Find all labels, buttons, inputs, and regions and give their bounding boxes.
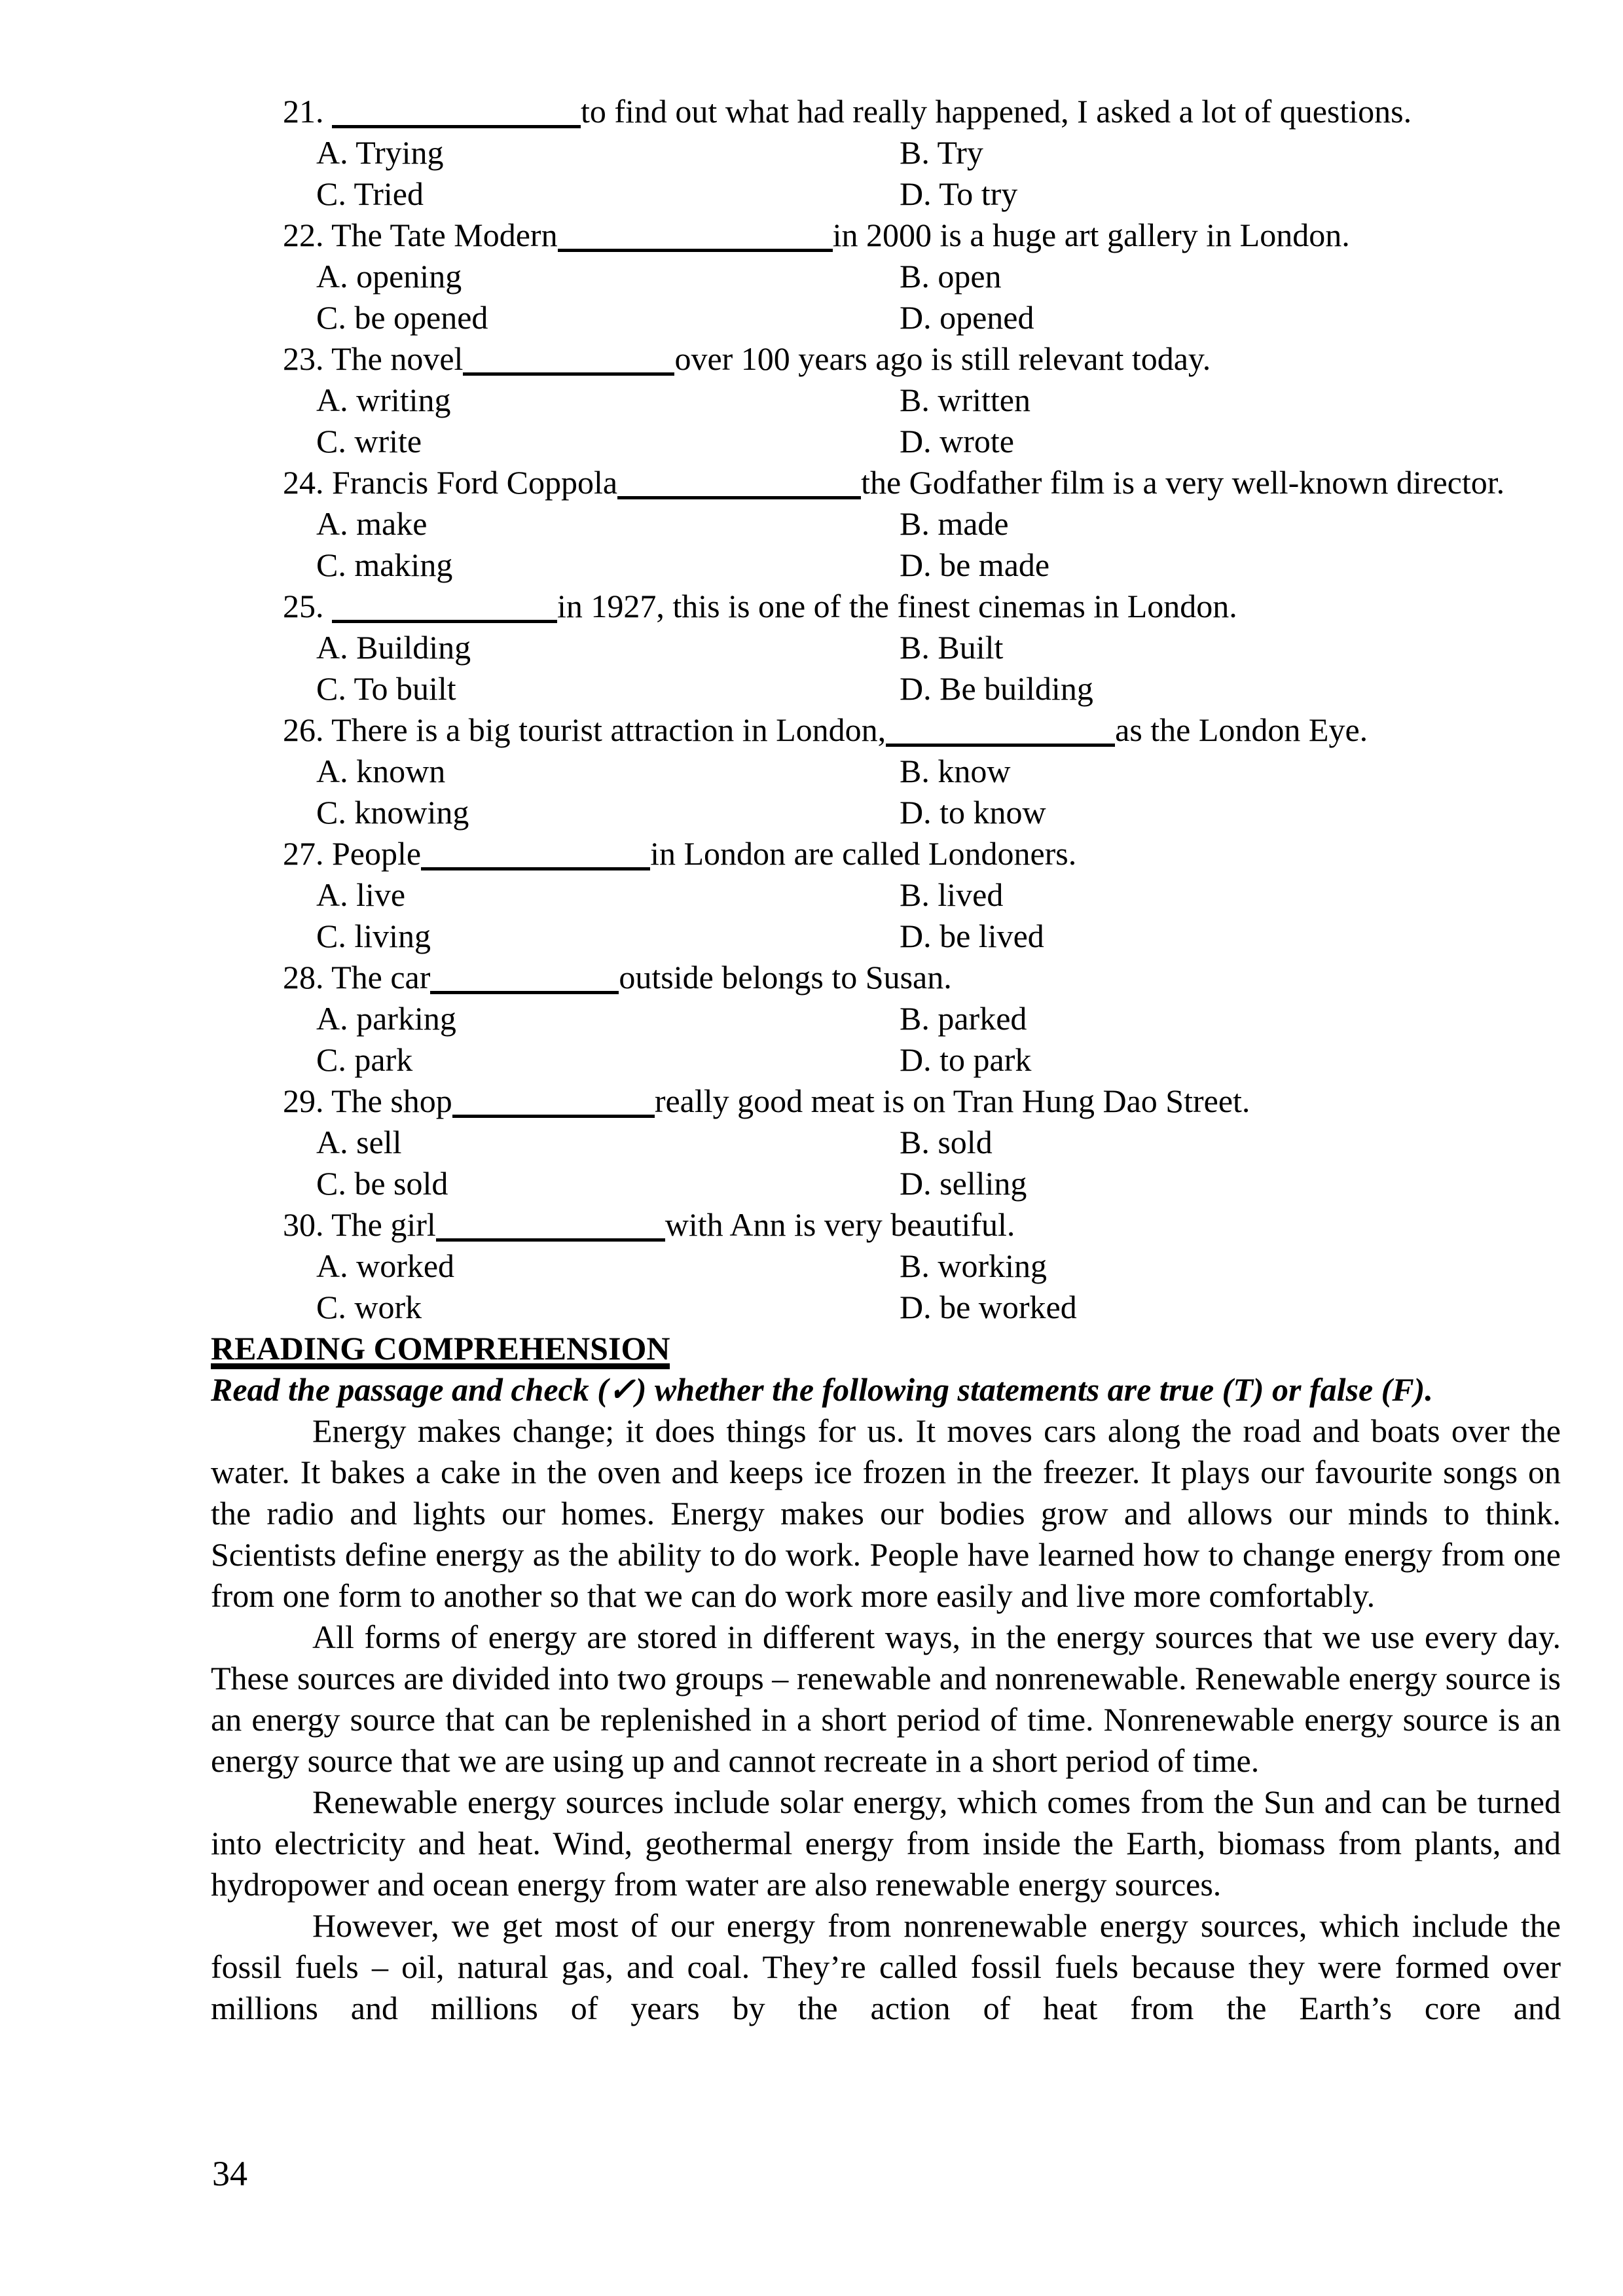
- question-item: [211, 586, 1561, 709]
- option-c: C. be sold: [316, 1165, 448, 1202]
- option-a: A. Trying: [316, 134, 444, 171]
- passage-paragraph: However, we get most of our energy from nonrenewable energy sources, which include the fossil fuels – oil, natural gas, and coal. They’re called fossil fuels because they were formed over millions and millions of years by the action of heat from the Earth’s core and: [211, 1907, 1561, 2026]
- question-sentence: 29. The shop really good meat is on Tran Hung Dao Street.: [283, 1083, 1250, 1119]
- option-c: C. making: [316, 547, 453, 583]
- option-row: [211, 1039, 1561, 1081]
- option-c: C. park: [316, 1041, 413, 1078]
- option-d: D. to know: [900, 794, 1046, 831]
- question-sentence: 24. Francis Ford Coppola the Godfather film is a very well-known director.: [283, 464, 1505, 501]
- option-a: A. Building: [316, 629, 471, 666]
- reading-comprehension-heading: [211, 1328, 1561, 1369]
- option-b: B. Built: [900, 629, 1004, 666]
- option-row: [211, 751, 1561, 792]
- option-row: [211, 1163, 1561, 1204]
- question-sentence: 21. to find out what had really happened, I asked a lot of questions.: [283, 93, 1412, 130]
- question-item: [211, 91, 1561, 215]
- option-row: [211, 256, 1561, 297]
- question-sentence: 26. There is a big tourist attraction in London, as the London Eye.: [283, 711, 1368, 748]
- option-c: C. knowing: [316, 794, 469, 831]
- question-item: [211, 957, 1561, 1081]
- option-b: B. open: [900, 258, 1002, 295]
- answer-blank: [332, 125, 581, 128]
- option-c: C. be opened: [316, 299, 488, 336]
- option-a: A. worked: [316, 1247, 455, 1284]
- option-a: A. parking: [316, 1000, 456, 1037]
- question-item: [211, 1081, 1561, 1204]
- answer-blank: [436, 1238, 665, 1242]
- question-sentence: 22. The Tate Modern in 2000 is a huge art gallery in London.: [283, 217, 1350, 253]
- option-d: D. Be building: [900, 670, 1093, 707]
- option-d: D. be worked: [900, 1289, 1077, 1325]
- question-item: [211, 338, 1561, 462]
- answer-blank: [558, 249, 833, 252]
- option-row: [211, 173, 1561, 215]
- question-number: 27.: [283, 835, 332, 872]
- option-row: [211, 1246, 1561, 1287]
- question-item: [211, 1204, 1561, 1328]
- option-b: B. working: [900, 1247, 1047, 1284]
- option-d: D. to park: [900, 1041, 1032, 1078]
- option-b: B. Try: [900, 134, 983, 171]
- option-b: B. written: [900, 382, 1030, 418]
- question-number: 24.: [283, 464, 332, 501]
- question-sentence: 30. The girl with Ann is very beautiful.: [283, 1206, 1015, 1243]
- question-number: 23.: [283, 340, 332, 377]
- question-number: 26.: [283, 711, 332, 748]
- option-a: A. sell: [316, 1124, 402, 1160]
- option-row: [211, 916, 1561, 957]
- text-block: [211, 91, 1561, 2029]
- passage-paragraph: Renewable energy sources include solar energy, which comes from the Sun and can be turned into electricity and heat. Wind, geothermal energy from inside the Earth, biomass from plants, and hydropower and ocean energy from water are also renewable energy sources.: [211, 1784, 1561, 1903]
- passage-paragraph: All forms of energy are stored in different ways, in the energy sources that we use every day. These sources are divided into two groups – renewable and nonrenewable. Renewable energy source is an energy source that can be replenished in a short period of time. Nonrenewable energy source is an energy source that we are using up and cannot recreate in a short period of time.: [211, 1619, 1561, 1779]
- option-row: [211, 132, 1561, 173]
- question-sentence: 25. in 1927, this is one of the finest cinemas in London.: [283, 588, 1237, 624]
- option-a: A. make: [316, 505, 428, 542]
- reading-comprehension-heading-text: READING COMPREHENSION: [211, 1333, 670, 1369]
- answer-blank: [463, 372, 674, 376]
- question-number: 29.: [283, 1083, 332, 1119]
- option-row: [211, 297, 1561, 338]
- option-a: A. opening: [316, 258, 462, 295]
- option-row: [211, 380, 1561, 421]
- option-row: [211, 1287, 1561, 1328]
- option-c: C. To built: [316, 670, 456, 707]
- option-a: A. live: [316, 876, 406, 913]
- question-sentence: 23. The novel over 100 years ago is still relevant today.: [283, 340, 1211, 377]
- question-item: [211, 833, 1561, 957]
- option-d: D. be made: [900, 547, 1050, 583]
- option-row: [211, 1122, 1561, 1163]
- option-b: B. parked: [900, 1000, 1027, 1037]
- option-c: C. work: [316, 1289, 422, 1325]
- option-d: D. be lived: [900, 918, 1044, 954]
- option-c: C. write: [316, 423, 422, 459]
- option-row: [211, 792, 1561, 833]
- option-row: [211, 874, 1561, 916]
- option-a: A. known: [316, 753, 446, 789]
- question-number: 28.: [283, 959, 332, 996]
- option-row: [211, 545, 1561, 586]
- option-row: [211, 668, 1561, 709]
- option-c: C. Tried: [316, 175, 424, 212]
- page-number: 34: [212, 2154, 247, 2193]
- option-d: D. To try: [900, 175, 1018, 212]
- option-d: D. opened: [900, 299, 1034, 336]
- answer-blank: [886, 744, 1115, 747]
- answer-blank: [421, 867, 650, 870]
- option-c: C. living: [316, 918, 431, 954]
- option-row: [211, 627, 1561, 668]
- answer-blank: [452, 1115, 655, 1118]
- option-b: B. made: [900, 505, 1009, 542]
- option-d: D. wrote: [900, 423, 1014, 459]
- question-item: [211, 709, 1561, 833]
- answer-blank: [430, 991, 619, 994]
- option-row: [211, 503, 1561, 545]
- option-b: B. lived: [900, 876, 1004, 913]
- reading-instruction: Read the passage and check (✓) whether the following statements are true (T) or false (F).: [211, 1371, 1433, 1408]
- question-sentence: 27. People in London are called Londoners.: [283, 835, 1077, 872]
- question-item: [211, 215, 1561, 338]
- mcq-section: [211, 91, 1561, 1328]
- option-row: [211, 998, 1561, 1039]
- question-item: [211, 462, 1561, 586]
- option-b: B. know: [900, 753, 1011, 789]
- question-number: 25.: [283, 588, 332, 624]
- answer-blank: [617, 496, 861, 499]
- question-number: 30.: [283, 1206, 332, 1243]
- question-number: 22.: [283, 217, 332, 253]
- answer-blank: [332, 620, 557, 623]
- option-d: D. selling: [900, 1165, 1027, 1202]
- option-row: [211, 421, 1561, 462]
- option-a: A. writing: [316, 382, 451, 418]
- passage-paragraph: Energy makes change; it does things for us. It moves cars along the road and boats over the water. It bakes a cake in the oven and keeps ice frozen in the freezer. It plays our favourite songs on the radio and lights our homes. Energy makes our bodies grow and allows our minds to think. Scientists define energy as the ability to do work. People have learned how to change energy from one from one form to another so that we can do work more easily and live more comfortably.: [211, 1412, 1561, 1614]
- question-number: 21.: [283, 93, 332, 130]
- question-sentence: 28. The car outside belongs to Susan.: [283, 959, 952, 996]
- option-b: B. sold: [900, 1124, 993, 1160]
- reading-passage: [211, 1410, 1561, 2029]
